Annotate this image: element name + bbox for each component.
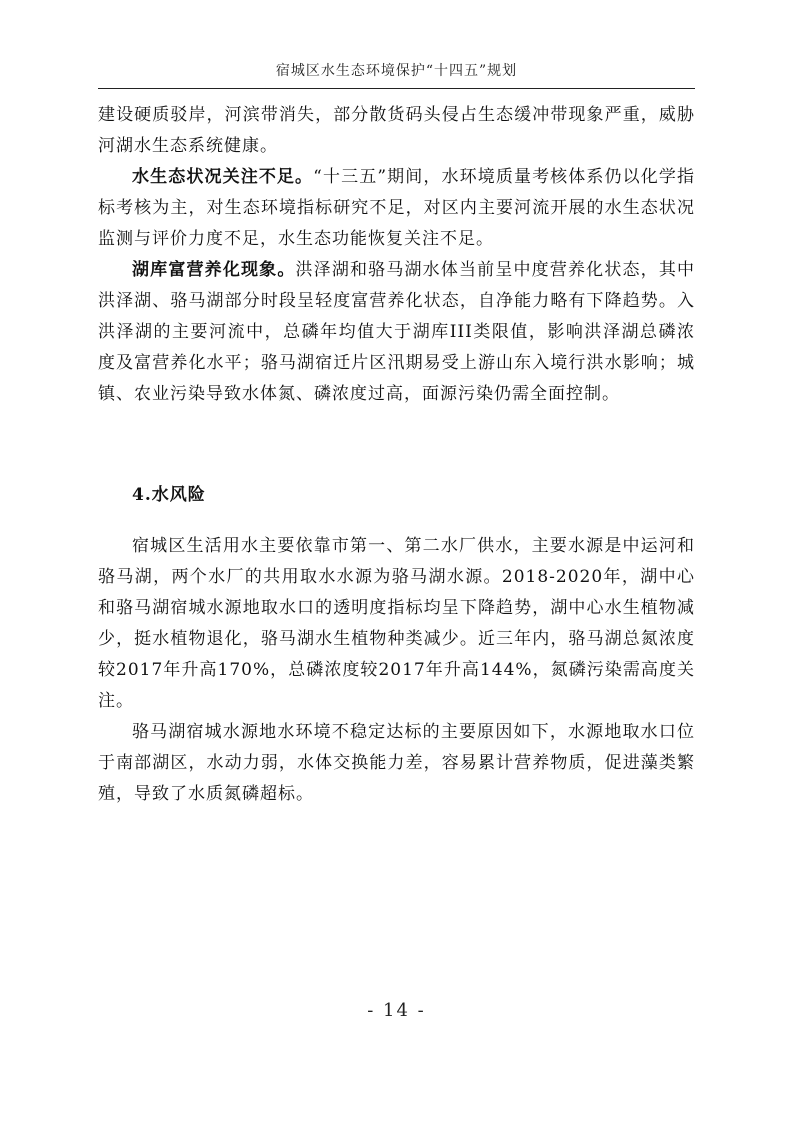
paragraph-lead-ecology: 水生态状况关注不足。	[132, 167, 314, 187]
section-spacer	[98, 511, 695, 531]
paragraph-continued: 建设硬质驳岸，河滨带消失，部分散货码头侵占生态缓冲带现象严重，威胁河湖水生态系统健康。	[98, 105, 695, 156]
section-heading: 4.水风险	[132, 485, 206, 505]
page-header-title: 宿城区水生态环境保护“十四五”规划	[275, 63, 518, 79]
paragraph-water-source-causes: 骆马湖宿城水源地水环境不稳定达标的主要原因如下，水源地取水口位于南部湖区，水动力弱，水体交换能力差，容易累计营养物质，促进藻类繁殖，导致了水质氮磷超标。	[98, 722, 695, 804]
paragraph-water-supply: 宿城区生活用水主要依靠市第一、第二水厂供水，主要水源是中运河和骆马湖，两个水厂的共用取水水源为骆马湖水源。2018-2020年，湖中心和骆马湖宿城水源地取水口的透明度指标均呈下降趋势，湖中心水生植物减少，挺水植物退化，骆马湖水生植物种类减少。近三年内，骆马湖总氮浓度较2017年升高170%，总磷浓度较2017年升高144%，氮磷污染需高度关注。	[98, 536, 695, 711]
paragraph-ecology-status	[98, 162, 695, 255]
header-divider	[98, 88, 695, 89]
paragraph-eutrophication	[98, 255, 695, 410]
paragraph-body-eutrophication: 洪泽湖和骆马湖水体当前呈中度营养化状态，其中洪泽湖、骆马湖部分时段呈轻度富营养化状态，自净能力略有下降趋势。入洪泽湖的主要河流中，总磷年均值大于湖库III类限值，影响洪泽湖总磷浓度及富营养化水平；骆马湖宿迁片区汛期易受上游山东入境行洪水影响；城镇、农业污染导致水体氮、磷浓度过高，面源污染仍需全面控制。	[98, 260, 695, 404]
page-number: - 14 -	[367, 1000, 426, 1021]
paragraph-body-ecology: “十三五”期间，水环境质量考核体系仍以化学指标考核为主，对生态环境指标研究不足，对区内主要河流开展的水生态状况监测与评价力度不足，水生态功能恢复关注不足。	[98, 167, 695, 249]
paragraph-lead-eutrophication: 湖库富营养化现象。	[132, 260, 296, 280]
section-water-risk	[98, 480, 695, 810]
body-text-top	[98, 100, 695, 410]
